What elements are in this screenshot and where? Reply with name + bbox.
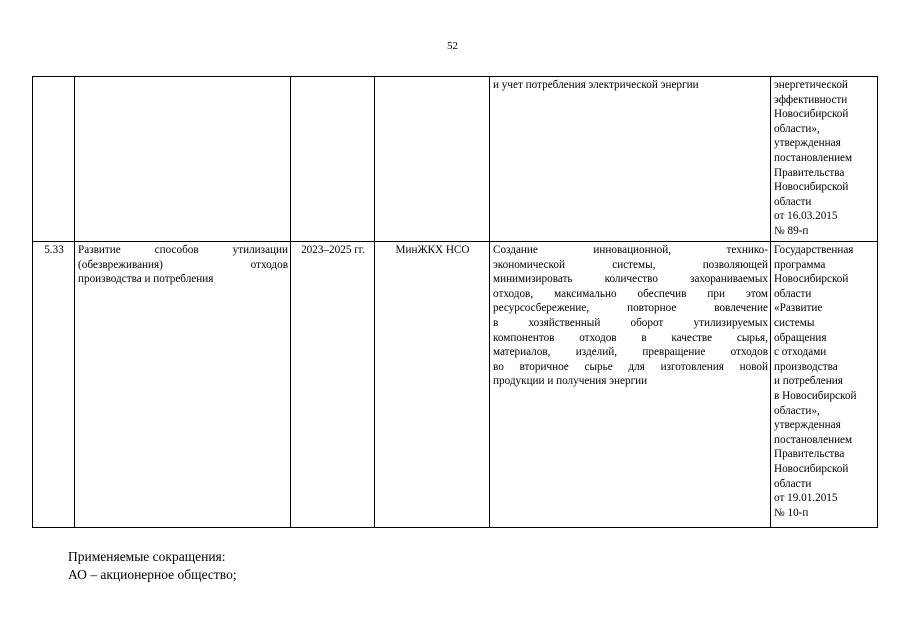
page-number: 52 <box>447 40 458 52</box>
abbreviations-heading: Применяемые сокращения: <box>68 549 226 564</box>
document-line: Новосибирской <box>774 108 849 121</box>
name-line: (обезвреживания) отходов <box>78 258 288 271</box>
document-line: системы <box>774 316 815 329</box>
result-line: в хозяйственный оборот утилизируемых <box>493 316 768 329</box>
document-line: области», <box>774 122 820 135</box>
abbreviation-item: АО – акционерное общество; <box>68 566 237 582</box>
document-line: утвержденная <box>774 419 841 432</box>
document-line: Правительства <box>774 448 845 461</box>
abbreviations-notes <box>68 548 237 583</box>
result-line: ресурсосбережение, повторное вовлечение <box>493 302 768 315</box>
document-line: Новосибирской <box>774 462 849 475</box>
document-line: области <box>774 195 812 208</box>
row-number-cell <box>33 77 75 242</box>
document-line: с отходами <box>774 346 827 359</box>
result-line: материалов, изделий, превращение отходов <box>493 346 768 359</box>
document-line: постановлением <box>774 151 853 164</box>
document-cell <box>771 77 878 242</box>
document-line: утвержденная <box>774 137 841 150</box>
measure-name-cell <box>75 77 291 242</box>
document-line: области <box>774 287 812 300</box>
result-line: компонентов отходов в качестве сырья, <box>493 331 768 344</box>
result-line: и учет потребления электрической энергии <box>493 79 699 91</box>
document-line: Государственная <box>774 244 854 256</box>
measure-name-cell <box>75 242 291 528</box>
expected-result-cell <box>490 242 771 528</box>
document-line: обращения <box>774 331 827 344</box>
result-line: минимизировать количество захораниваемых <box>493 273 768 286</box>
document-line: области <box>774 477 812 490</box>
document-line: области», <box>774 404 820 417</box>
document-line: Правительства <box>774 166 845 179</box>
document-line: и потребления <box>774 375 843 388</box>
result-line: отходов, максимально обеспечив при этом <box>493 287 768 300</box>
document-line: в Новосибирской <box>774 389 857 402</box>
result-line: во вторичное сырье для изготовления новой <box>493 360 768 373</box>
period-cell <box>291 77 375 242</box>
document-line: программа <box>774 258 826 271</box>
row-number-cell: 5.33 <box>33 242 75 528</box>
document-line: № 89-п <box>774 224 809 237</box>
executor-cell: МинЖКХ НСО <box>375 242 490 528</box>
document-line: от 16.03.2015 <box>774 210 838 223</box>
table-row <box>33 242 878 528</box>
document-line: эффективности <box>774 93 848 106</box>
period-cell: 2023–2025 гг. <box>291 242 375 528</box>
document-line: производства <box>774 360 838 373</box>
expected-result-cell <box>490 77 771 242</box>
measures-table <box>32 76 878 528</box>
document-line: Новосибирской <box>774 181 849 194</box>
result-line: экономической системы, позволяющей <box>493 258 768 271</box>
result-line: продукции и получения энергии <box>493 375 648 388</box>
document-line: № 10-п <box>774 506 809 519</box>
name-line: Развитие способов утилизации <box>78 244 288 256</box>
document-line: Новосибирской <box>774 273 849 286</box>
result-line: Создание инновационной, технико- <box>493 244 768 256</box>
name-line: производства и потребления <box>78 273 214 286</box>
document-line: постановлением <box>774 433 853 446</box>
document-line: от 19.01.2015 <box>774 492 838 505</box>
document-cell <box>771 242 878 528</box>
document-line: энергетической <box>774 79 848 91</box>
table-row <box>33 77 878 242</box>
document-line: «Развитие <box>774 302 823 315</box>
executor-cell <box>375 77 490 242</box>
